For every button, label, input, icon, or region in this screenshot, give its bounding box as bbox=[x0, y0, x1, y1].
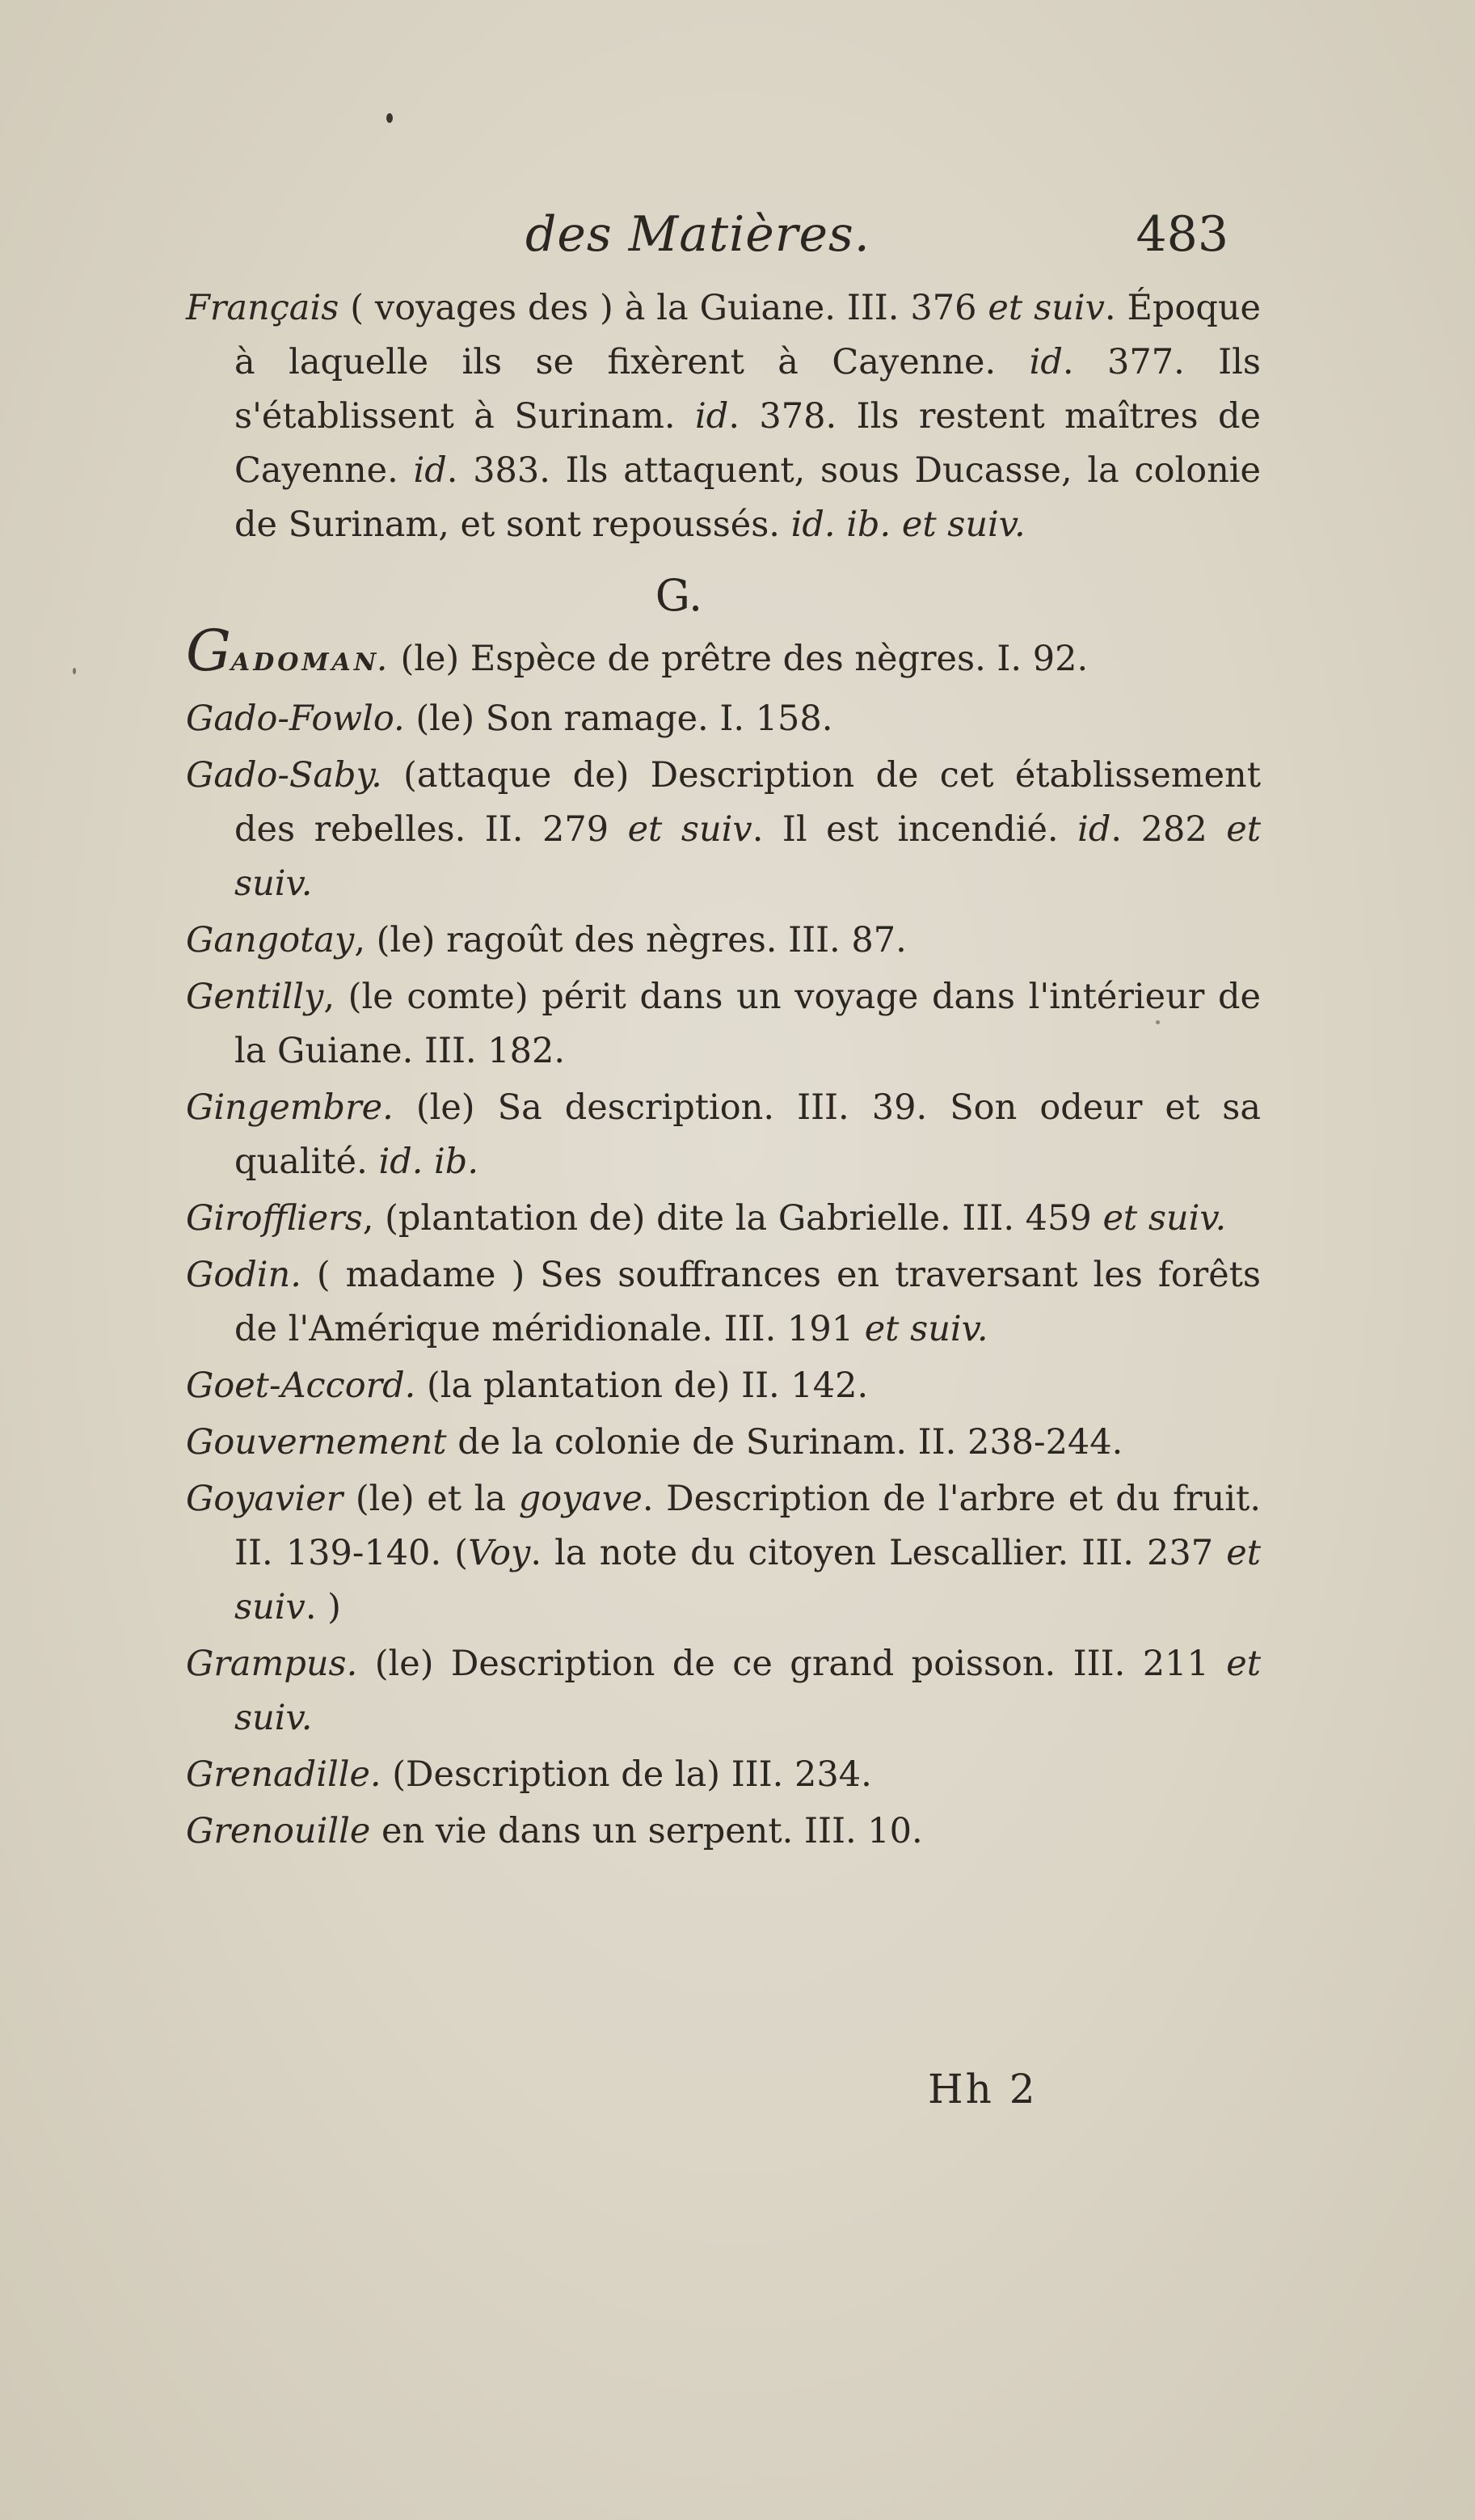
entry-headword: Français bbox=[186, 288, 339, 328]
index-entry bbox=[186, 1359, 1261, 1413]
drop-capital: G bbox=[186, 618, 231, 684]
entry-text: (le) Sa description. III. 39. Son odeur et sa qualité. bbox=[234, 1087, 1261, 1182]
entry-text: (le) Espèce de prêtre des nègres. I. 92. bbox=[389, 639, 1089, 679]
entry-reference-italic: et suiv bbox=[988, 288, 1105, 328]
index-entry bbox=[186, 1192, 1261, 1246]
index-entry bbox=[186, 1081, 1261, 1189]
index-entry bbox=[186, 1637, 1261, 1745]
entry-headword: Gado-Fowlo. bbox=[186, 699, 405, 739]
entry-text: , (le) ragoût des nègres. III. 87. bbox=[354, 920, 907, 960]
section-letter: G. bbox=[655, 570, 703, 621]
running-title: des Matières. bbox=[525, 206, 870, 263]
entry-text: (la plantation de) II. 142. bbox=[415, 1366, 869, 1406]
entry-text: . 378. Ils restent maîtres de Cayenne. bbox=[234, 396, 1261, 491]
entry-text: , (le comte) périt dans un voyage dans l'intérieur de la Guiane. III. 182. bbox=[234, 977, 1261, 1071]
entry-headword: Giroffliers bbox=[186, 1198, 363, 1239]
entry-reference-italic: et suiv. bbox=[864, 1309, 988, 1349]
entry-reference-italic: id. ib. bbox=[378, 1142, 478, 1182]
entry-text: . ) bbox=[305, 1587, 341, 1627]
entry-headword: Grenadille. bbox=[186, 1754, 381, 1795]
ink-speck bbox=[386, 113, 393, 123]
entry-text: (le) Son ramage. I. 158. bbox=[404, 699, 833, 739]
entry-text: (le) et la bbox=[343, 1479, 519, 1519]
index-entry bbox=[186, 1805, 1261, 1859]
entry-text: (Description de la) III. 234. bbox=[381, 1754, 872, 1795]
entry-headword: Goyavier bbox=[186, 1479, 343, 1519]
entry-reference-italic: id bbox=[1029, 342, 1063, 382]
index-entry bbox=[186, 749, 1261, 911]
entry-reference-italic: id bbox=[413, 450, 447, 491]
index-entry bbox=[186, 618, 1261, 690]
index-entry bbox=[186, 1472, 1261, 1635]
index-entry bbox=[186, 692, 1261, 746]
entry-text: . 383. Ils attaquent, sous Ducasse, la colonie de Surinam, et sont repoussés. bbox=[234, 450, 1261, 545]
index-entry bbox=[186, 970, 1261, 1078]
entry-headword: Grenouille bbox=[186, 1811, 371, 1851]
index-entry bbox=[186, 1416, 1261, 1470]
entries-g-section bbox=[186, 692, 1261, 1859]
entry-text: , (plantation de) dite la Gabrielle. III. 459 bbox=[362, 1198, 1103, 1239]
page-number: 483 bbox=[1136, 206, 1228, 263]
index-entry bbox=[186, 1748, 1261, 1802]
entry-text: . la note du citoyen Lescallier. III. 237 bbox=[530, 1533, 1227, 1573]
entry-headword: Gangotay bbox=[186, 920, 355, 960]
entry-reference-italic: et suiv bbox=[627, 809, 752, 850]
entry-headword: ADOMAN. bbox=[230, 648, 390, 677]
index-entry bbox=[186, 914, 1261, 968]
entry-headword: Goet-Accord. bbox=[186, 1366, 416, 1406]
entry-headword: Gentilly bbox=[186, 977, 324, 1017]
entry-text: en vie dans un serpent. III. 10. bbox=[370, 1811, 923, 1851]
entry-reference-italic: et suiv. bbox=[234, 1644, 1261, 1738]
entry-text: ( voyages des ) à la Guiane. III. 376 bbox=[339, 288, 988, 328]
signature-mark: Hh 2 bbox=[928, 2066, 1038, 2113]
entry-headword: Gouvernement bbox=[186, 1422, 447, 1463]
entry-reference-italic: id. ib. et suiv. bbox=[790, 504, 1026, 545]
entry-reference-italic: et suiv bbox=[234, 1533, 1261, 1627]
entry-text: . 282 bbox=[1110, 809, 1227, 850]
entry-headword: Gado-Saby. bbox=[186, 755, 382, 796]
entry-reference-italic: goyave bbox=[518, 1479, 643, 1519]
entry-text: (le) Description de ce grand poisson. III. 211 bbox=[357, 1644, 1227, 1684]
index-entry bbox=[186, 1248, 1261, 1357]
entry-text: . Description de l'arbre et du fruit. II. 139-140. ( bbox=[234, 1479, 1262, 1573]
entry-headword: Godin. bbox=[186, 1255, 301, 1295]
index-entry bbox=[186, 281, 1261, 552]
entry-text: . Époque à laquelle ils se fixèrent à Cayenne. bbox=[234, 288, 1261, 382]
page-header bbox=[517, 206, 1228, 279]
entry-reference-italic: Voy bbox=[468, 1533, 531, 1573]
entry-reference-italic: id bbox=[695, 396, 729, 437]
entry-reference-italic: et suiv. bbox=[1102, 1198, 1227, 1239]
entries-before-section bbox=[186, 281, 1261, 552]
entry-text: de la colonie de Surinam. II. 238-244. bbox=[446, 1422, 1123, 1463]
entry-headword: Gingembre. bbox=[186, 1087, 394, 1128]
entry-reference-italic: id bbox=[1077, 809, 1111, 850]
entry-text: . Il est incendié. bbox=[752, 809, 1078, 850]
entry-reference-italic: et suiv. bbox=[234, 809, 1261, 904]
index-entries bbox=[186, 281, 1261, 1861]
entry-text: (attaque de) Description de cet établissement des rebelles. II. 279 bbox=[234, 755, 1261, 850]
ink-speck bbox=[73, 668, 76, 674]
entry-text: . 377. Ils s'établissent à Surinam. bbox=[234, 342, 1261, 437]
entry-text: ( madame ) Ses souffrances en traversant les forêts de l'Amérique méridionale. III. 191 bbox=[234, 1255, 1261, 1349]
entry-headword: Grampus. bbox=[186, 1644, 358, 1684]
